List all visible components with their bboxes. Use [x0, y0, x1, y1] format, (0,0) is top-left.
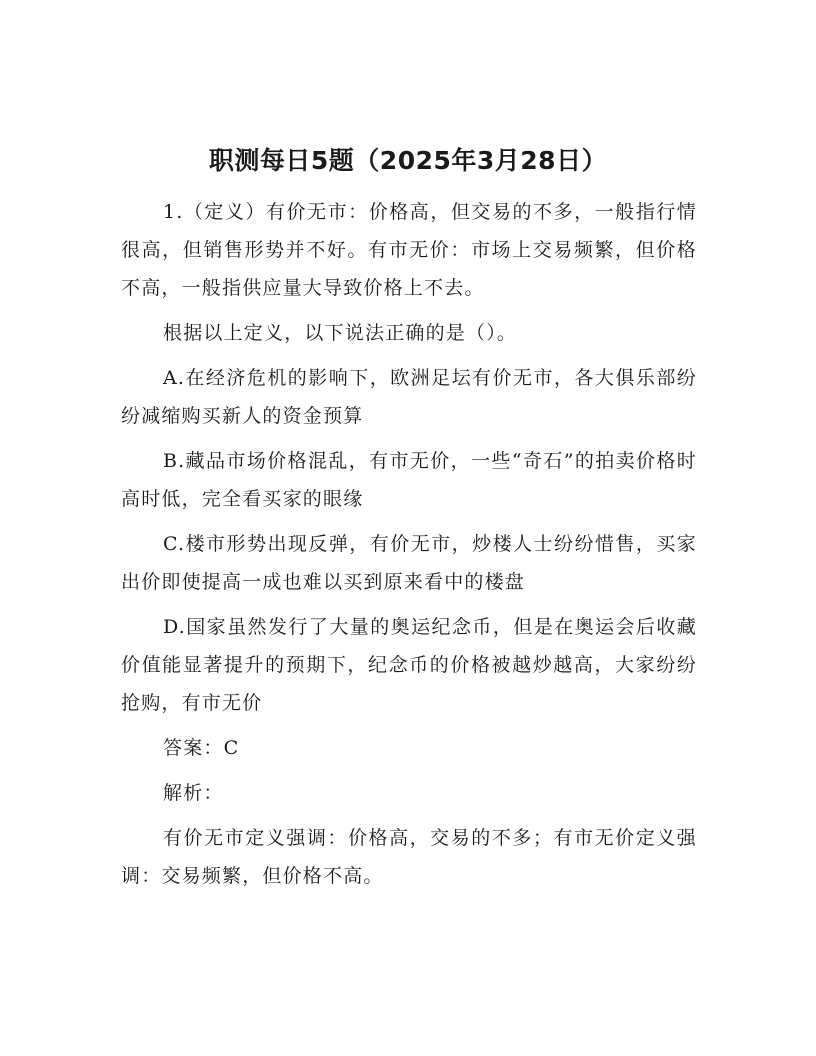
question-prompt: 根据以上定义，以下说法正确的是（）。	[163, 322, 518, 344]
option-a: A.在经济危机的影响下，欧洲足坛有价无市，各大俱乐部纷纷减缩购买新人的资金预算	[121, 367, 697, 427]
document-body	[121, 193, 697, 902]
question-definition: 1.（定义）有价无市：价格高，但交易的不多，一般指行情很高，但销售形势并不好。有市无价：市场上交易频繁，但价格不高，一般指供应量大导致价格上不去。	[121, 201, 697, 299]
page-title: 职测每日5题（2025年3月28日）	[208, 146, 608, 175]
option-b: B.藏品市场价格混乱，有市无价，一些“奇石”的拍卖价格时高时低，完全看买家的眼缘	[121, 450, 697, 510]
analysis-label: 解析：	[163, 782, 224, 804]
answer-line: 答案：C	[163, 737, 240, 759]
option-d: D.国家虽然发行了大量的奥运纪念币，但是在奥运会后收藏价值能显著提升的预期下，纪念币的价格被越炒越高，大家纷纷抢购，有市无价	[121, 616, 697, 714]
option-c: C.楼市形势出现反弹，有价无市，炒楼人士纷纷惜售，买家出价即使提高一成也难以买到原来看中的楼盘	[121, 533, 697, 593]
analysis-text: 有价无市定义强调：价格高，交易的不多；有市无价定义强调：交易频繁，但价格不高。	[121, 827, 697, 887]
